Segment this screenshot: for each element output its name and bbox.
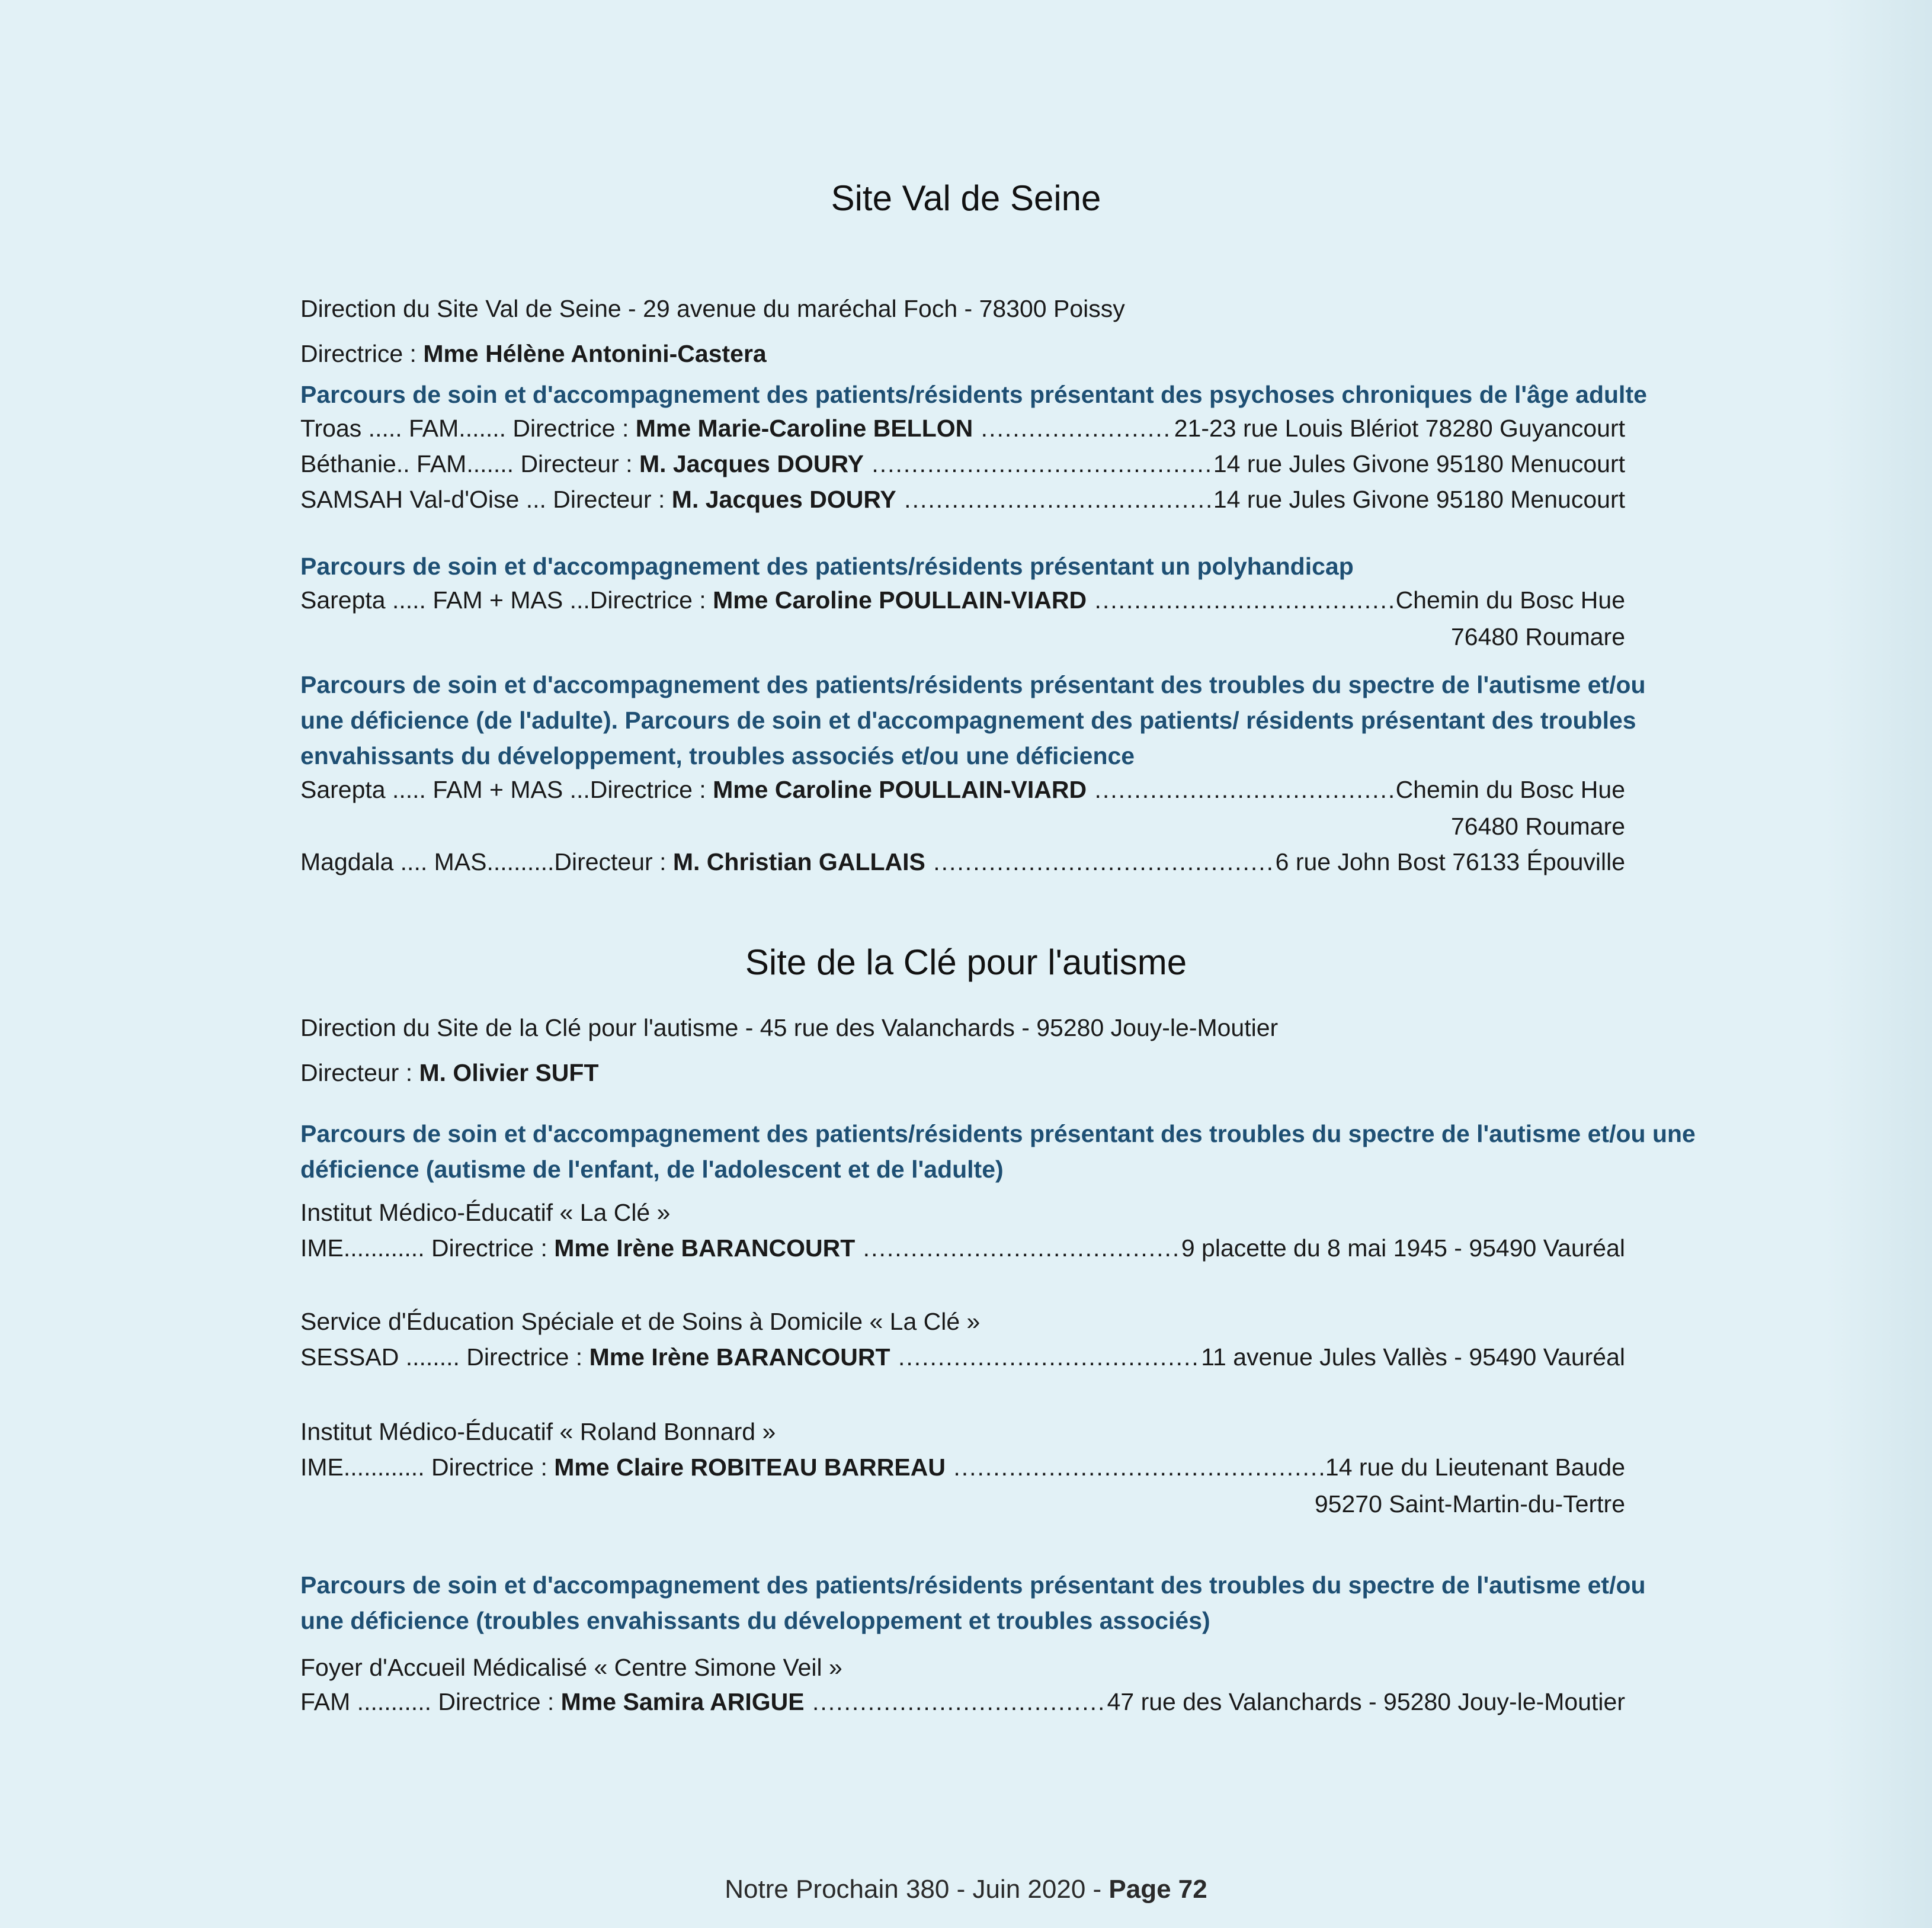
direction-line: Direction du Site de la Clé pour l'autisme - 45 rue des Valanchards - 95280 Jouy-le-Moutier <box>300 1014 1279 1041</box>
establishment-row <box>300 450 1625 483</box>
footer-text: Notre Prochain 380 - Juin 2020 - <box>725 1875 1109 1904</box>
row-address-line2: 76480 Roumare <box>1450 623 1625 650</box>
row-director-name: M. Jacques DOURY <box>639 450 864 477</box>
row-address: 47 rue des Valanchards - 95280 Jouy-le-Moutier <box>1107 1688 1625 1715</box>
establishment-row <box>300 1234 1625 1268</box>
section-heading-line: Parcours de soin et d'accompagnement des patients/résidents présentant des troubles du spectre de l'autisme et/ou <box>300 1571 1646 1599</box>
establishment-row <box>300 1343 1625 1377</box>
section-heading-line: déficience (autisme de l'enfant, de l'adolescent et de l'adulte) <box>300 1156 1004 1183</box>
section-heading-line: Parcours de soin et d'accompagnement des patients/résidents présentant des troubles du spectre de l'autisme et/ou <box>300 671 1646 698</box>
section-heading-line: une déficience (troubles envahissants du développement et troubles associés) <box>300 1607 1210 1634</box>
establishment-row <box>300 586 1625 620</box>
row-director-name: Mme Caroline POULLAIN-VIARD <box>713 586 1087 614</box>
row-address: 9 placette du 8 mai 1945 - 95490 Vauréal <box>1181 1234 1625 1262</box>
establishment-label: Institut Médico-Éducatif « Roland Bonnard » <box>300 1418 776 1445</box>
row-address: 14 rue du Lieutenant Baude <box>1325 1454 1625 1481</box>
establishment-row <box>300 486 1625 519</box>
section-title-val-de-seine: Site Val de Seine <box>831 178 1101 218</box>
row-address: Chemin du Bosc Hue <box>1395 776 1625 803</box>
row-address: 6 rue John Bost 76133 Épouville <box>1275 848 1625 875</box>
establishment-row <box>300 848 1625 881</box>
row-director-name: Mme Claire ROBITEAU BARREAU <box>554 1454 946 1481</box>
row-prefix: IME............ Directrice : <box>300 1234 555 1262</box>
row-director-name: M. Jacques DOURY <box>671 486 896 513</box>
director-name: Mme Hélène Antonini-Castera <box>423 340 767 367</box>
row-address: 11 avenue Jules Vallès - 95490 Vauréal <box>1201 1343 1625 1371</box>
section-heading-line: une déficience (de l'adulte). Parcours de soin et d'accompagnement des patients/ résidents présentant des troubles <box>300 707 1636 734</box>
row-address-line2: 76480 Roumare <box>1450 813 1625 840</box>
row-prefix: SESSAD ........ Directrice : <box>300 1343 589 1371</box>
row-address-line2: 95270 Saint-Martin-du-Tertre <box>1314 1490 1625 1518</box>
section-heading-line: Parcours de soin et d'accompagnement des patients/résidents présentant des troubles du spectre de l'autisme et/ou une <box>300 1120 1696 1147</box>
row-director-name: Mme Samira ARIGUE <box>560 1688 805 1715</box>
row-director-name: Mme Irène BARANCOURT <box>589 1343 890 1371</box>
page-number: Page 72 <box>1108 1875 1207 1904</box>
row-prefix: Troas ..... FAM....... Directrice : <box>300 415 636 442</box>
director-line <box>300 1059 599 1087</box>
row-prefix: Béthanie.. FAM....... Directeur : <box>300 450 639 477</box>
director-line <box>300 340 767 368</box>
establishment-row <box>300 1454 1625 1487</box>
director-name: M. Olivier SUFT <box>419 1059 599 1086</box>
director-label: Directeur : <box>300 1059 419 1086</box>
row-address: 14 rue Jules Givone 95180 Menucourt <box>1213 486 1625 513</box>
row-prefix: FAM ........... Directrice : <box>300 1688 561 1715</box>
row-address: 14 rue Jules Givone 95180 Menucourt <box>1213 450 1625 477</box>
establishment-row <box>300 415 1625 448</box>
establishment-label: Service d'Éducation Spéciale et de Soins à Domicile « La Clé » <box>300 1308 981 1335</box>
establishment-label: Foyer d'Accueil Médicalisé « Centre Simone Veil » <box>300 1654 842 1681</box>
direction-line: Direction du Site Val de Seine - 29 avenue du maréchal Foch - 78300 Poissy <box>300 295 1125 322</box>
page-footer <box>0 1875 1932 1904</box>
section-heading: Parcours de soin et d'accompagnement des patients/résidents présentant des psychoses chroniques de l'âge adulte <box>300 381 1647 408</box>
director-label: Directrice : <box>300 340 424 367</box>
section-heading: Parcours de soin et d'accompagnement des patients/résidents présentant un polyhandicap <box>300 553 1354 580</box>
row-address: Chemin du Bosc Hue <box>1395 586 1625 614</box>
section-heading-line: envahissants du développement, troubles associés et/ou une déficience <box>300 742 1135 769</box>
row-prefix: Sarepta ..... FAM + MAS ...Directrice : <box>300 776 713 803</box>
establishment-label: Institut Médico-Éducatif « La Clé » <box>300 1199 671 1226</box>
establishment-row <box>300 1688 1625 1721</box>
row-director-name: M. Christian GALLAIS <box>672 848 925 875</box>
row-director-name: Mme Caroline POULLAIN-VIARD <box>713 776 1087 803</box>
row-prefix: IME............ Directrice : <box>300 1454 555 1481</box>
row-prefix: Sarepta ..... FAM + MAS ...Directrice : <box>300 586 713 614</box>
row-director-name: Mme Marie-Caroline BELLON <box>635 415 973 442</box>
section-title-cle-autisme: Site de la Clé pour l'autisme <box>745 942 1187 982</box>
row-director-name: Mme Irène BARANCOURT <box>554 1234 856 1262</box>
row-address: 21-23 rue Louis Blériot 78280 Guyancourt <box>1174 415 1625 442</box>
row-prefix: SAMSAH Val-d'Oise ... Directeur : <box>300 486 672 513</box>
row-prefix: Magdala .... MAS..........Directeur : <box>300 848 673 875</box>
establishment-row <box>300 776 1625 809</box>
